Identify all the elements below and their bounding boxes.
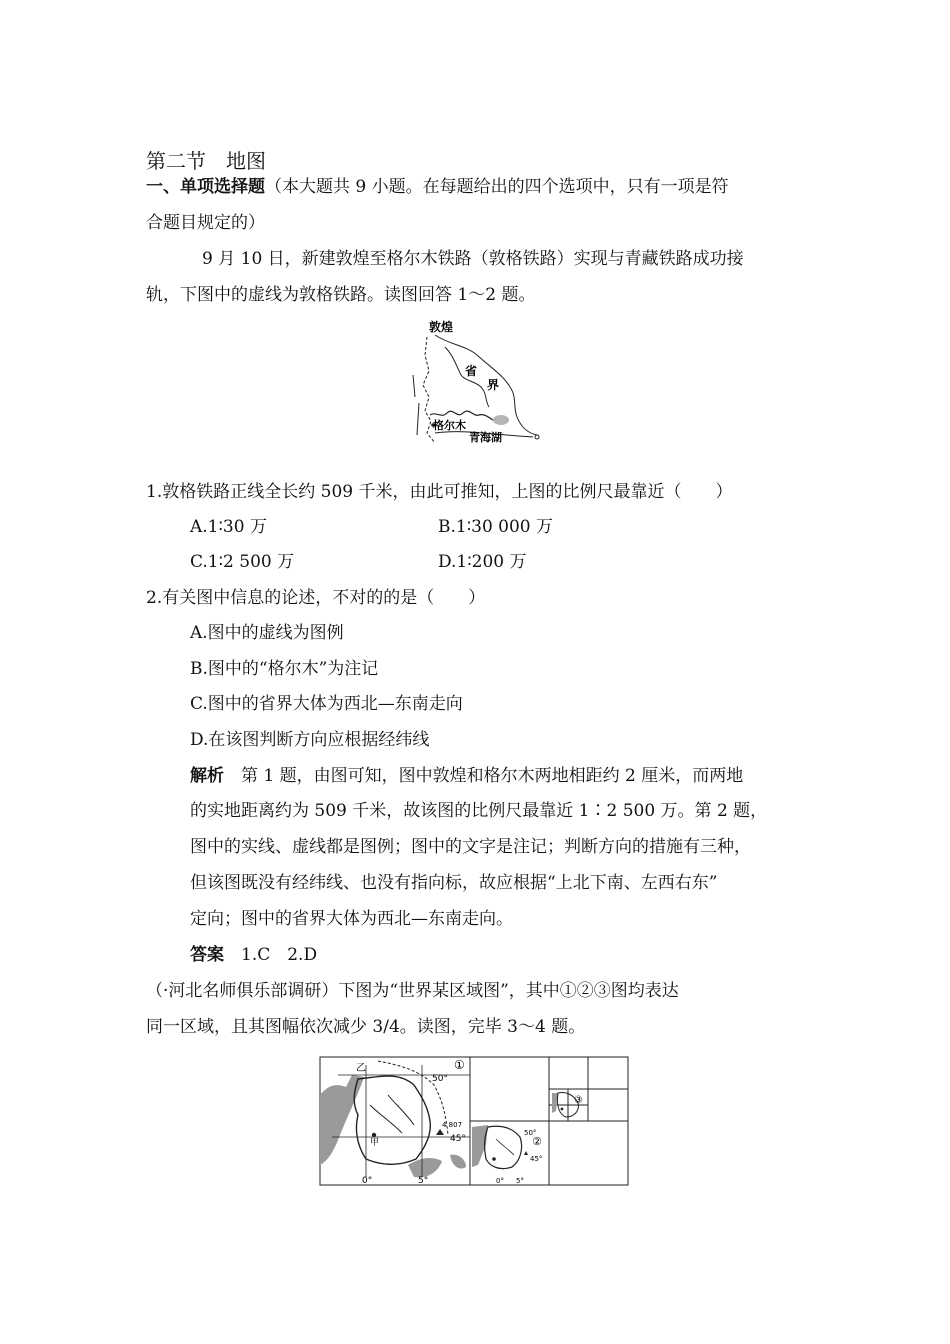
map2-lat50-label: 50° [524, 1129, 537, 1137]
label-qinghaihu: 青海湖 [469, 431, 502, 444]
q1-stem: 1.敦格铁路正线全长约 509 千米，由此可推知，上图的比例尺最靠近（ ） [146, 482, 733, 502]
analysis-line-3: 图中的实线、虚线都是图例；图中的文字是注记；判断方向的措施有三种， [190, 837, 751, 857]
map1-circle-label: ① [454, 1058, 465, 1072]
map1-lat50-label: 50° [432, 1074, 448, 1084]
analysis-line-5: 定向；图中的省界大体为西北—东南走向。 [190, 909, 513, 929]
analysis-text-1: 第 1 题，由图可知，图中敦煌和格尔木两地相距约 2 厘米，而两地 [224, 766, 744, 786]
label-sheng: 省 [465, 364, 478, 378]
map3-circle-label: ③ [574, 1095, 583, 1106]
map1-point-jia [372, 1133, 376, 1137]
q2-option-c: C.图中的省界大体为西北—东南走向 [190, 694, 463, 714]
map2-lon5-label: 5° [516, 1177, 524, 1185]
q1-option-a: A.1∶30 万 [190, 517, 267, 537]
qinghai-lake-shape [493, 415, 509, 425]
railway-map [405, 315, 547, 450]
answer-text: 1.C 2.D [224, 945, 318, 965]
label-jie: 界 [487, 378, 500, 392]
answer-line [190, 944, 317, 966]
q1-option-d: D.1∶200 万 [438, 552, 527, 572]
analysis-line-1 [190, 765, 743, 787]
map3-point-jia [561, 1108, 564, 1111]
intro2-line-1: （·河北名师俱乐部调研）下图为“世界某区域图”，其中①②③图均表达 [146, 981, 679, 1001]
q2-option-a: A.图中的虚线为图例 [190, 623, 344, 643]
world-region-map [318, 1055, 632, 1189]
intro2-line-2: 同一区域，且其图幅依次减少 3/4。读图，完毕 3～4 题。 [146, 1017, 586, 1037]
q2-option-b: B.图中的“格尔木”为注记 [190, 659, 379, 679]
part1-desc-2: 合题目规定的） [146, 213, 265, 233]
map1-label-yi: 乙 [356, 1063, 366, 1074]
world-region-map-svg [318, 1055, 632, 1189]
q1-option-b: B.1∶30 000 万 [438, 517, 554, 537]
railway-map-svg [405, 315, 547, 450]
q2-stem: 2.有关图中信息的论述，不对的的是（ ） [146, 588, 486, 608]
map2-circle-label: ② [532, 1135, 542, 1148]
intro-line-1: 9 月 10 日，新建敦煌至格尔木铁路（敦格铁路）实现与青藏铁路成功接 [202, 249, 744, 269]
label-geermu: 格尔木 [433, 419, 466, 432]
analysis-line-4: 但该图既没有经纬线、也没有指向标，故应根据“上北下南、左西右东” [190, 873, 718, 893]
part1-label: 一、单项选择题 [146, 177, 265, 197]
part1-heading [146, 176, 729, 198]
intro-line-2: 轨，下图中的虚线为敦格铁路。读图回答 1～2 题。 [146, 285, 536, 305]
analysis-label: 解析 [190, 766, 224, 786]
answer-label: 答案 [190, 945, 224, 965]
map1-peak-label: 4 807 [442, 1121, 463, 1129]
xining-point [535, 435, 539, 439]
q1-option-c: C.1∶2 500 万 [190, 552, 295, 572]
left-edge-lines [413, 375, 419, 435]
q2-option-d: D.在该图判断方向应根据经纬线 [190, 730, 430, 750]
label-dunhuang: 敦煌 [429, 320, 454, 334]
map2-point-jia [492, 1157, 496, 1161]
map1-label-jia: 甲 [370, 1138, 380, 1148]
map2-lon0-label: 0° [496, 1177, 504, 1185]
analysis-line-2: 的实地距离约为 509 千米，故该图的比例尺最靠近 1∶2 500 万。第 2 题， [190, 801, 768, 821]
map2-lat45-label: 45° [530, 1155, 543, 1163]
map1-lon5-label: 5° [418, 1176, 429, 1186]
section-title: 第二节 地图 [146, 149, 266, 173]
part1-desc-1: （本大题共 9 小题。在每题给出的四个选项中，只有一项是符 [265, 177, 729, 197]
map1-lon0-label: 0° [362, 1176, 373, 1186]
map1-lat45-label: 45° [450, 1134, 466, 1144]
